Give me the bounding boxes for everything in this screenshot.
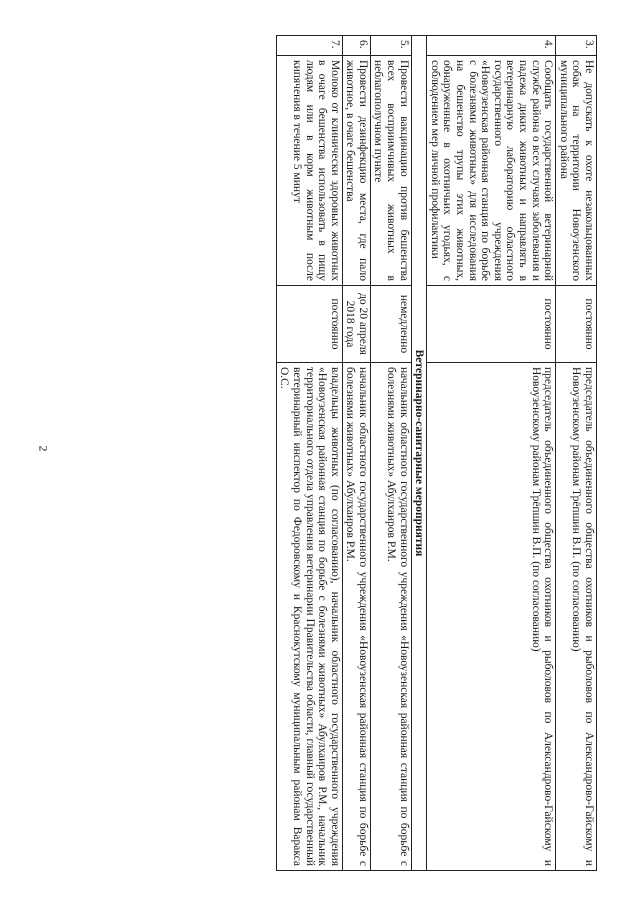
section-title: Ветеринарно-санитарные мероприятия [411,36,427,871]
term-cell: до 20 апреля 2018 года [342,286,370,363]
term-cell: постоянно [556,286,597,363]
term-cell: немедленно [370,286,411,363]
row-number: 3. [556,36,597,56]
table-row [427,36,556,871]
table-row [370,36,411,871]
term-cell: постоянно [276,286,342,363]
measures-table [276,35,597,871]
section-row [411,36,427,871]
measure-cell: Не допускать к охоте незакольцованных собак на территории Новоузенского муниципального района [556,56,597,286]
measure-cell: Молоко от клинически здоровых животных в очаге бешенства использовать в пищу людям или в корм животным после кипячения в течение 5 минут [276,56,342,286]
row-number: 5. [370,36,411,56]
row-number: 7. [276,36,342,56]
page-number: 2 [36,445,51,452]
responsible-cell: начальник областного государственного учреждения «Новоузенская районная станция по борьбе с болезнями животных» Абулхаиров Р.М. [342,363,370,871]
measure-cell: Провести вакцинацию против бешенства всех восприимчивых животных в неблагополучном пункте [370,56,411,286]
table-row [556,36,597,871]
responsible-cell: председатель объединенного общества охотников и рыболовов по Александрово-Гайскому и Новоузенскому районам Трёпшин В.П. (по согласованию) [556,363,597,871]
responsible-cell: владельцы животных (по согласованию), начальник областного государственного учреждения «Новоузенская районная станция по борьбе с болезнями животных» Абулхаиров Р.М., начальник территориального отдела управления ветеринарии Правительства области, главный государственный ветеринарный инспектор по Федоровскому и Краснокутскому муниципальным районам Варакса О.С. [276,363,342,871]
term-cell: постоянно [427,286,556,363]
measure-cell: Сообщать государственной ветеринарной службе района о всех случаях заболевания и падежа диких животных и направлять в ветеринарную лабораторию областного государственного учреждения «Новоузенская районная станция по борьбе с болезнями животных» для исследования на бешенство трупы этих животных, обнаруженные в охотничьих угодьях, с соблюдением мер личной профилактики [427,56,556,286]
rotated-page-content [71,35,597,870]
measure-cell: Провести дезинфекцию места, где пало животное, в очаге бешенства [342,56,370,286]
responsible-cell: председатель объединенного общества охотников и рыболовов по Александрово-Гайскому и Новоузенскому районам Трёпшин В.П. (по согласованию) [427,363,556,871]
row-number: 6. [342,36,370,56]
table-row [276,36,342,871]
row-number: 4. [427,36,556,56]
table-row [342,36,370,871]
responsible-cell: начальник областного государственного учреждения «Новоузенская районная станция по борьбе с болезнями животных» Абулхаиров Р.М. [370,363,411,871]
